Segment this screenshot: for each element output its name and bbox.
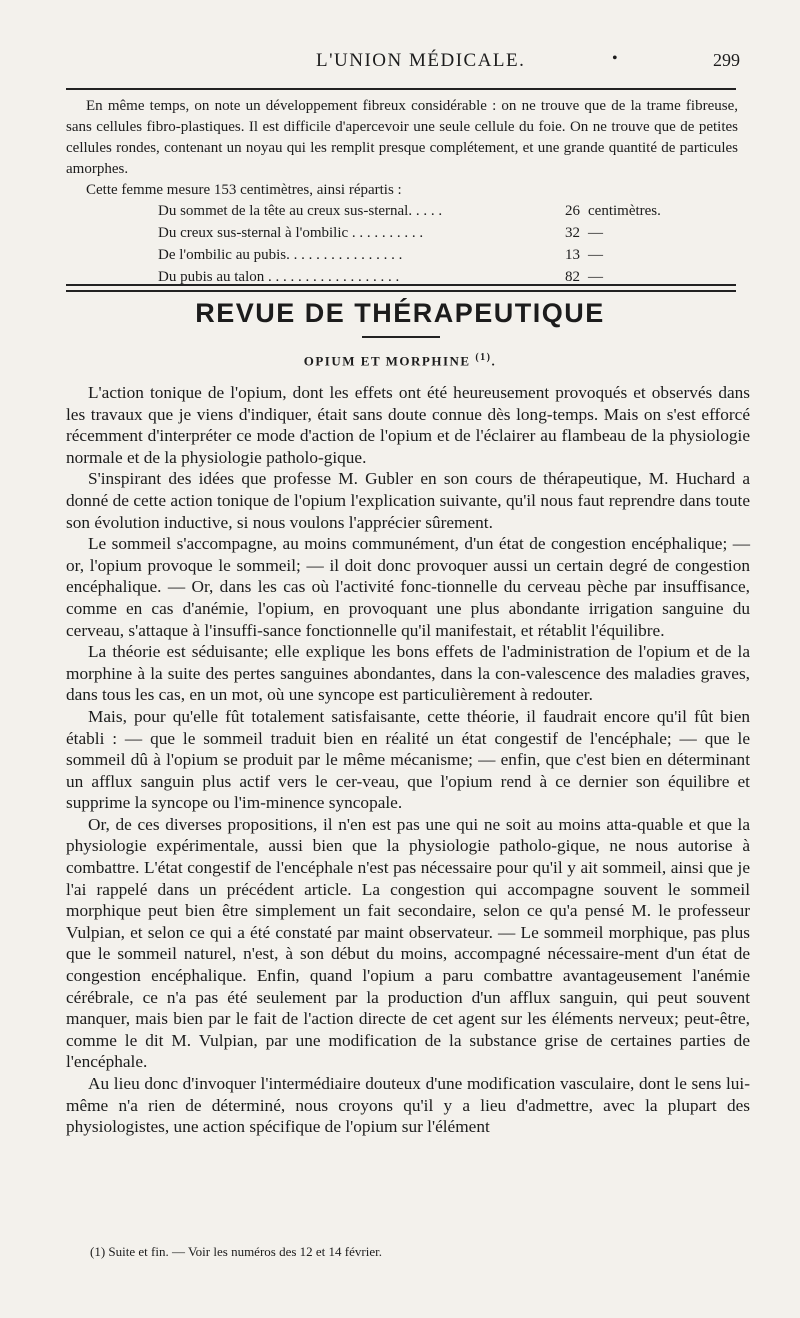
article-paragraph: S'inspirant des idées que professe M. Gubler en son cours de thérapeutique, M. Huchard a donné de cette action tonique de l'opium l'explication suivante, qu'il nous faut reprendre dans toute son évolution inductive, si nous voulons l'apprécier sûrement. [66,469,750,532]
running-head [70,50,740,74]
article-paragraph: L'action tonique de l'opium, dont les effets ont été heureusement provoqués et observés dans les travaux que je viens d'indiquer, était sans doute connue dès long-temps. Mais on s'est efforcé récemment d'interpréter ce mode d'action de l'opium et de l'éclairer au flambeau de la physiologie normale et de la physiologie patholo-gique. [66,383,750,467]
section-divider [66,284,736,292]
article-paragraph: Le sommeil s'accompagne, au moins communément, d'un état de congestion encéphalique; — or, l'opium provoque le sommeil; — il doit donc provoquer aussi un certain degré de congestion encéphalique. — Or, dans les cas où l'activité fonc-tionnelle du cerveau pèche par insuffisance, comme en cas d'anémie, l'opium, en provoquant une plus abondante irrigation sanguine du cerveau, s'attaque à l'insuffi-sance fonctionnelle qu'il manifestait, et rétablit l'équilibre. [66,534,750,640]
footnote-ref: (1) [475,352,492,363]
journal-title: L'UNION MÉDICALE. [316,50,526,71]
measure-value: 82 [565,268,580,285]
measure-unit: — [588,268,603,285]
article-paragraph: La théorie est séduisante; elle explique les bons effets de l'administration de l'opium et de la morphine à la suite des pertes sanguines abondantes, dans la con-valescence des maladies graves, dans tous les cas, en un mot, où une syncope est particulièrement à redouter. [66,642,750,705]
printer-mark: • [612,50,618,67]
article-paragraph: Or, de ces diverses propositions, il n'en est pas une qui ne soit au moins atta-quable et que la physiologie expérimentale, aussi bien que la physiologie patholo-gique, ne nous autorise à combattre. L'état congestif de l'encéphale n'est pas nécessaire pour qu'il y ait sommeil, ainsi que je l'ai rappelé dans un précédent article. La congestion qui accompagne souvent le sommeil morphique peut bien être simplement un fait secondaire, selon ce qu'a pensé M. le professeur Vulpian, et selon ce qui a été constaté par maint observateur. — Le sommeil morphique, pas plus que le sommeil naturel, n'est, à son début du moins, accompagné nécessaire-ment d'un état de congestion encéphalique. Enfin, quand l'opium a paru combattre avantageusement l'anémie cérébrale, ce n'a pas été seulement par la production d'un afflux sanguin, qui peut souvent manquer, mais bien par le fait de l'action directe de cet agent sur les éléments nerveux; peut-être, comme le dit M. Vulpian, par une modification de la substance grise de certaines parties de l'encéphale. [66,814,750,1072]
measurements-table [158,200,698,288]
article-paragraph: Au lieu donc d'invoquer l'intermédiaire douteux d'une modification vasculaire, dont le sens lui-même n'a rien de déterminé, nous croyons qu'il y a lieu d'admettre, avec la plupart des physiologistes, une action spécifique de l'opium sur l'élément [66,1074,750,1137]
subtitle-text: OPIUM ET MORPHINE [303,353,471,369]
subtitle-period: . [491,353,497,369]
footnote: (1) Suite et fin. — Voir les numéros des 12 et 14 février. [90,1244,382,1259]
measure-value: 13 [565,246,580,263]
measure-label: De l'ombilic au pubis. . . . . . . . . . . . . . . . [158,246,403,263]
measure-unit: — [588,246,603,263]
measure-unit: centimètres. [588,202,661,219]
measure-label: Du creux sus-sternal à l'ombilic . . . . . . . . . . [158,224,424,241]
table-row [158,222,698,244]
title-underline [362,336,440,338]
measure-label: Du pubis au talon . . . . . . . . . . . . . . . . . . [158,268,400,285]
previous-paragraph: En même temps, on note un développement fibreux considérable : on ne trouve que de la trame fibreuse, sans cellules fibro-plastiques. Il est difficile d'apercevoir une seule cellule du foie. On ne trouve que de petites cellules rondes, contenant un noyau qui les remplit presque complétement, et une grande quantité de particules amorphes. [66,98,738,177]
table-row [158,244,698,266]
section-title: REVUE DE THÉRAPEUTIQUE [195,298,605,328]
previous-paragraph: Cette femme mesure 153 centimètres, ainsi répartis : [86,182,402,198]
article-body [66,382,750,1138]
article-subtitle [0,352,800,369]
measure-unit: — [588,224,603,241]
page-number: 299 [713,50,740,70]
header-rule [66,88,736,90]
previous-article-text [66,96,738,201]
article-paragraph: Mais, pour qu'elle fût totalement satisfaisante, cette théorie, il faudrait encore qu'il fût bien établi : — que le sommeil traduit bien en réalité un état congestif de l'encéphale; — que le sommeil dû à l'opium se produit par le même mécanisme; — enfin, que c'est bien en déterminant un afflux sanguin plus actif vers le cer-veau, que l'opium rend à ce dernier son équilibre et supprime la syncope ou l'im-minence syncopale. [66,706,750,813]
measure-label: Du sommet de la tête au creux sus-sternal. . . . . [158,202,443,219]
measure-value: 32 [565,224,580,241]
measure-value: 26 [565,202,580,219]
table-row [158,200,698,222]
